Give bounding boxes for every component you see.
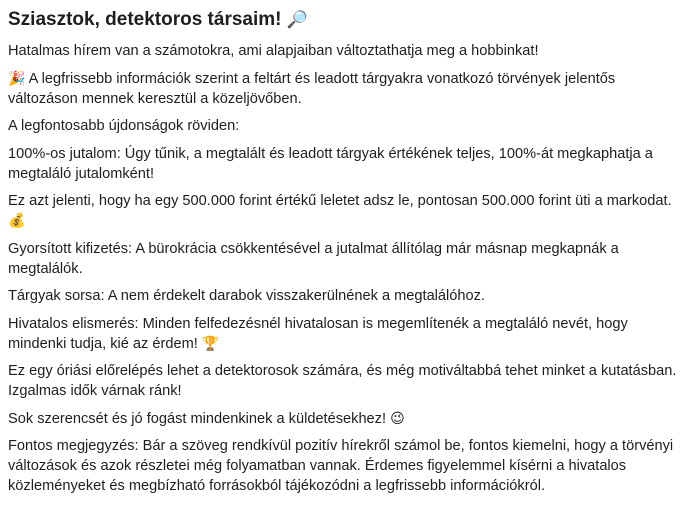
paragraph-text: Gyorsított kifizetés: A bürokrácia csökkentésével a jutalmat állítólag már másnap megkapnák a megtalálók. <box>8 240 619 277</box>
post-paragraph-reward <box>8 144 681 184</box>
winking-face-icon: 😉 <box>390 410 405 427</box>
post-paragraph-example <box>8 191 681 231</box>
post-title <box>8 8 681 32</box>
post-paragraph-announcement <box>8 69 681 109</box>
paragraph-text: Hivatalos elismerés: Minden felfedezésnél hivatalosan is megemlítenék a megtaláló nevét, hogy mindenki tudja, kié az érdem! <box>8 315 628 352</box>
party-popper-icon: 🎉 <box>8 70 26 87</box>
paragraph-text: Tárgyak sorsa: A nem érdekelt darabok visszakerülnének a megtalálóhoz. <box>8 288 485 304</box>
paragraph-text: A legfontosabb újdonságok röviden: <box>8 118 240 134</box>
post-paragraph-items-fate <box>8 286 681 306</box>
magnifying-glass-icon: 🔎 <box>286 10 308 30</box>
post-paragraph-good-luck <box>8 409 681 429</box>
paragraph-text: Hatalmas hírem van a számotokra, ami alapjaiban változtathatja meg a hobbinkat! <box>8 43 539 59</box>
post-paragraph-intro <box>8 41 681 61</box>
post-paragraph-fast-payment <box>8 239 681 279</box>
paragraph-text: 100%-os jutalom: Úgy tűnik, a megtalált és leadott tárgyak értékének teljes, 100%-át megkaphatja a megtaláló jutalomként! <box>8 145 653 182</box>
money-bag-icon: 💰 <box>8 213 26 229</box>
paragraph-text: Ez egy óriási előrelépés lehet a detektorosok számára, és még motiváltabbá tehet minket a kutatásban. Izgalmas idők várnak ránk! <box>8 363 677 399</box>
paragraph-text: Sok szerencsét és jó fogást mindenkinek a küldetésekhez! <box>8 410 391 427</box>
post-paragraph-important-note <box>8 436 681 496</box>
post-title-text: Sziasztok, detektoros társaim! <box>8 9 282 30</box>
post-paragraph-motivation <box>8 361 681 401</box>
paragraph-text: A legfrissebb információk szerint a feltárt és leadott tárgyakra vonatkozó törvények jelentős változáson mennek keresztül a közeljövőben. <box>8 70 616 107</box>
trophy-icon: 🏆 <box>201 335 220 352</box>
paragraph-text: Fontos megjegyzés: Bár a szöveg rendkívül pozitív hírekről számol be, fontos kiemelni, hogy a törvényi változások és azok részletei még folyamatban vannak. Érdemes figyelemmel kísérni a hivatalos közleményeket és megbízható forrásokból tájékozódni a legfrissebb információkról. <box>8 438 674 494</box>
paragraph-text: Ez azt jelenti, hogy ha egy 500.000 forint értékű leletet adsz le, pontosan 500.000 forint üti a markodat. <box>8 193 672 209</box>
post-paragraph-summary-heading <box>8 116 681 136</box>
post-paragraph-recognition <box>8 314 681 354</box>
